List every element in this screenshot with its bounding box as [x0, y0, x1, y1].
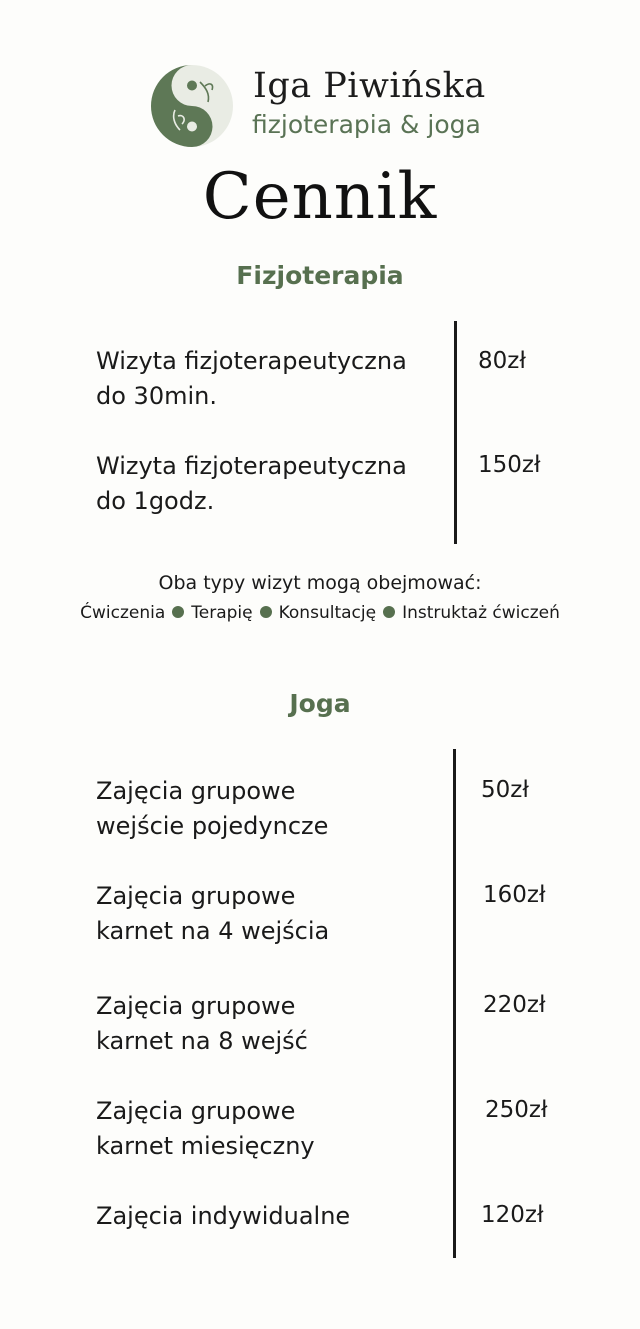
page-title: Cennik: [202, 160, 438, 234]
include-item: Instruktaż ćwiczeń: [402, 603, 560, 623]
service-line: Wizyta fizjoterapeutyczna: [96, 452, 407, 480]
yoga-service-2: [96, 879, 329, 949]
physio-price-2: 150zł: [478, 452, 541, 478]
service-line: Zajęcia grupowe: [96, 992, 296, 1020]
service-line: wejście pojedyncze: [96, 812, 329, 840]
yoga-price-5: 120zł: [481, 1202, 544, 1228]
yoga-divider: [453, 749, 456, 1258]
bullet-dot-icon: [172, 606, 184, 618]
section-title-yoga: Joga: [289, 689, 351, 718]
physio-price-1: 80zł: [478, 348, 526, 374]
yoga-service-5: [96, 1199, 350, 1234]
yoga-price-4: 250zł: [485, 1097, 548, 1123]
service-line: karnet na 4 wejścia: [96, 917, 330, 945]
bullet-dot-icon: [260, 606, 272, 618]
service-line: do 30min.: [96, 382, 217, 410]
physio-divider: [454, 321, 457, 544]
yoga-service-3: [96, 989, 308, 1059]
section-title-physio: Fizjoterapia: [236, 261, 404, 290]
include-item: Konsultację: [278, 603, 377, 623]
yoga-service-4: [96, 1094, 315, 1164]
service-line: Zajęcia grupowe: [96, 777, 296, 805]
yoga-price-2: 160zł: [483, 882, 546, 908]
visit-includes-list: [0, 603, 640, 623]
yin-yang-logo-icon: [150, 64, 234, 148]
service-line: Zajęcia grupowe: [96, 882, 296, 910]
physio-service-2: [96, 449, 407, 519]
service-line: Zajęcia grupowe: [96, 1097, 296, 1125]
yoga-price-3: 220zł: [483, 992, 546, 1018]
service-line: karnet miesięczny: [96, 1132, 315, 1160]
service-line: Wizyta fizjoterapeutyczna: [96, 347, 407, 375]
yoga-price-1: 50zł: [481, 777, 529, 803]
brand-header: [150, 62, 510, 152]
service-line: do 1godz.: [96, 487, 215, 515]
brand-name: Iga Piwińska: [253, 66, 486, 106]
visit-includes-note: Oba typy wizyt mogą obejmować:: [158, 572, 482, 594]
brand-tagline: fizjoterapia & joga: [252, 110, 481, 139]
physio-service-1: [96, 344, 407, 414]
service-line: karnet na 8 wejść: [96, 1027, 308, 1055]
yoga-service-1: [96, 774, 328, 844]
bullet-dot-icon: [383, 606, 395, 618]
include-item: Terapię: [191, 603, 253, 623]
service-line: Zajęcia indywidualne: [96, 1202, 351, 1230]
include-item: Ćwiczenia: [80, 603, 166, 623]
